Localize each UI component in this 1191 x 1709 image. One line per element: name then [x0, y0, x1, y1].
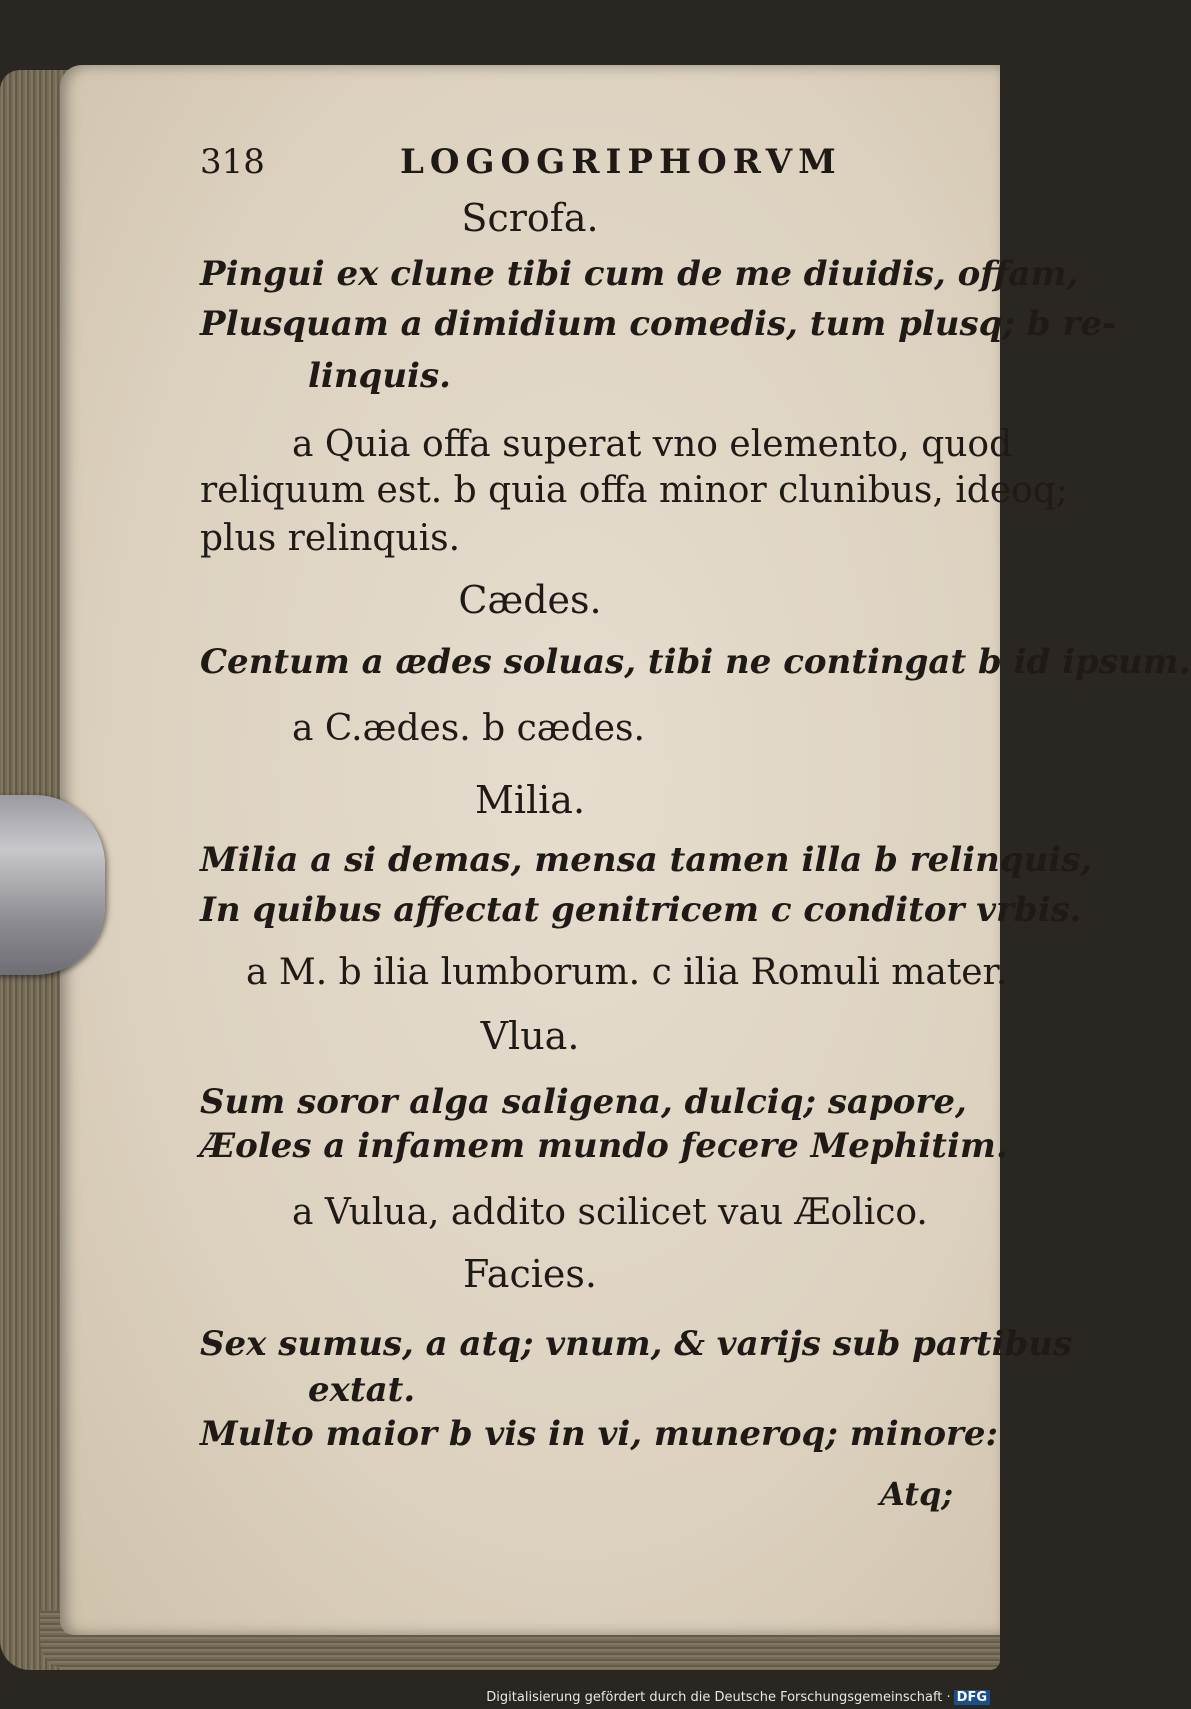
verse-line: In quibus affectat genitricem c conditor vrbis. — [200, 890, 1082, 930]
verse-line: Milia a si demas, mensa tamen illa b relinquis, — [200, 840, 1093, 880]
running-head: LOGOGRIPHORVM — [400, 142, 842, 182]
verse-line: Multo maior b vis in vi, muneroq; minore: — [200, 1414, 999, 1454]
credit-text: Digitalisierung gefördert durch die Deutsche Forschungsgemeinschaft · — [486, 1690, 951, 1705]
section-title-scrofa: Scrofa. — [461, 196, 599, 240]
gloss-line: a Vulua, addito scilicet vau Æolico. — [292, 1192, 928, 1233]
page-clip — [0, 795, 105, 975]
catchword: Atq; — [880, 1475, 954, 1513]
section-title-milia: Milia. — [474, 778, 586, 822]
verse-line: linquis. — [308, 356, 451, 396]
verse-line: Æoles a infamem mundo fecere Mephitim. — [200, 1126, 1008, 1166]
verse-line: extat. — [308, 1370, 416, 1410]
gloss-line: plus relinquis. — [200, 518, 461, 559]
section-title-vlua: Vlua. — [480, 1014, 580, 1058]
digitization-credit — [486, 1690, 990, 1705]
verse-line: Sex sumus, a atq; vnum, & varijs sub partibus — [200, 1324, 1073, 1364]
gloss-line: reliquum est. b quia offa minor clunibus, ideoq; — [200, 470, 1068, 511]
gloss-line: a Quia offa superat vno elemento, quod — [292, 424, 1013, 465]
verse-line: Plusquam a dimidium comedis, tum plusq; b re- — [200, 304, 1117, 344]
verse-line: Centum a ædes soluas, tibi ne contingat b id ipsum. — [200, 642, 1191, 682]
dfg-logo: DFG — [954, 1690, 990, 1705]
page-number: 318 — [200, 142, 265, 182]
section-title-facies: Facies. — [463, 1252, 597, 1296]
gloss-line: a M. b ilia lumborum. c ilia Romuli mater. — [246, 952, 1008, 993]
gloss-line: a C.ædes. b cædes. — [292, 708, 645, 749]
verse-line: Sum soror alga saligena, dulciq; sapore, — [200, 1082, 967, 1122]
verse-line: Pingui ex clune tibi cum de me diuidis, offam, — [200, 254, 1079, 294]
section-title-caedes: Cædes. — [458, 578, 602, 622]
